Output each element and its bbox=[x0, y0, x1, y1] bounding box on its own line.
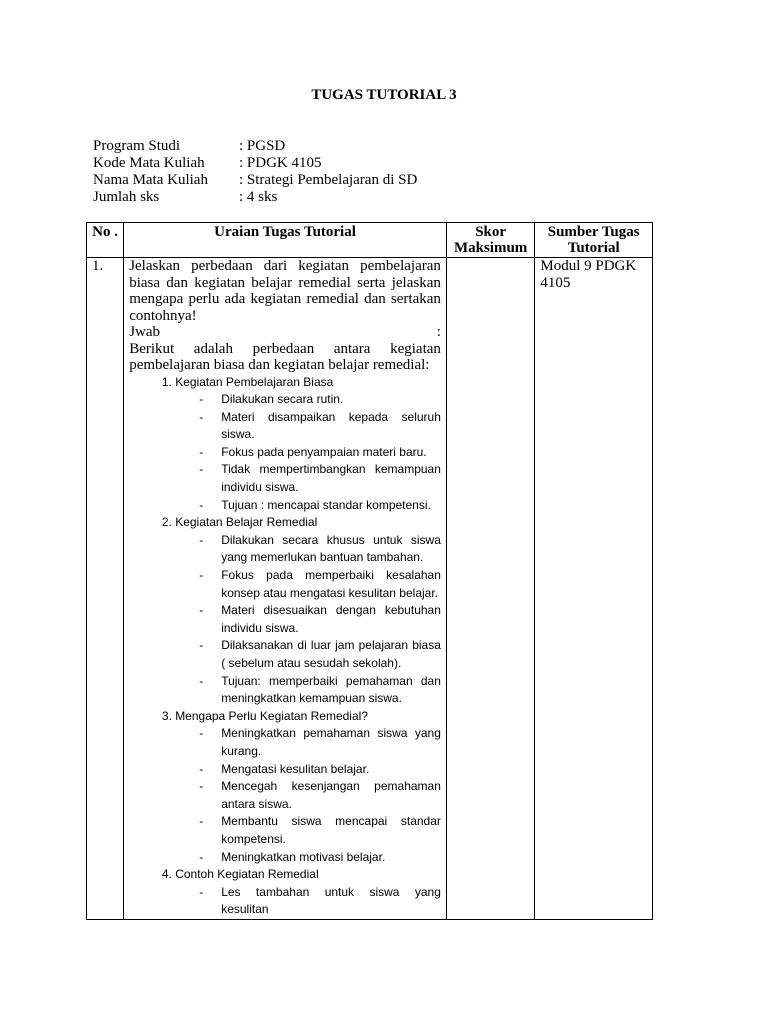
info-row-program-studi bbox=[93, 138, 417, 155]
bullet-item: - Tujuan : mencapai standar kompetensi. bbox=[199, 497, 441, 515]
bullet-item: - Fokus pada penyampaian materi baru. bbox=[199, 444, 441, 462]
answer-label-row bbox=[129, 324, 441, 341]
section-item bbox=[175, 866, 441, 919]
bullet-item: - Materi disampaikan kepada seluruh siswa. bbox=[199, 409, 441, 444]
info-label: Nama Mata Kuliah bbox=[93, 172, 208, 188]
info-row-kode-mata-kuliah bbox=[93, 155, 417, 172]
section-item bbox=[175, 708, 441, 866]
table-header-row bbox=[87, 223, 653, 258]
info-row-jumlah-sks bbox=[93, 189, 417, 206]
section-bullets bbox=[175, 391, 441, 514]
bullet-item: - Tujuan: memperbaiki pemahaman dan meningkatkan kemampuan siswa. bbox=[199, 673, 441, 708]
header-no: No . bbox=[87, 223, 124, 258]
answer-colon: : bbox=[436, 324, 441, 340]
row-number-text: 1. bbox=[92, 258, 104, 274]
answer-intro: Berikut adalah perbedaan antara kegiatan pembelajaran biasa dan kegiatan belajar remedial: bbox=[129, 340, 441, 373]
section-item bbox=[175, 374, 441, 515]
bullet-item: - Fokus pada memperbaiki kesalahan konsep atau mengatasi kesulitan belajar. bbox=[199, 567, 441, 602]
header-sumber: Sumber Tugas Tutorial bbox=[535, 223, 653, 258]
answer-label: Jwab bbox=[129, 324, 161, 340]
bullet-item: - Mencegah kesenjangan pemahaman antara siswa. bbox=[199, 778, 441, 813]
course-info bbox=[93, 138, 417, 206]
bullet-item: - Les tambahan untuk siswa yang kesulitan bbox=[199, 884, 441, 919]
info-value: : PGSD bbox=[239, 138, 286, 154]
info-value: : PDGK 4105 bbox=[239, 155, 322, 171]
skor-cell bbox=[446, 258, 534, 920]
header-uraian: Uraian Tugas Tutorial bbox=[124, 223, 447, 258]
section-item bbox=[175, 514, 441, 708]
info-label: Program Studi bbox=[93, 138, 181, 154]
sumber-cell bbox=[535, 258, 653, 920]
section-heading: Kegiatan Belajar Remedial bbox=[175, 515, 318, 530]
document-title: TUGAS TUTORIAL 3 bbox=[311, 87, 457, 103]
info-value: : Strategi Pembelajaran di SD bbox=[239, 172, 418, 188]
question-text: Jelaskan perbedaan dari kegiatan pembelajaran biasa dan kegiatan belajar remedial serta jelaskan mengapa perlu ada kegiatan remedial dan sertakan contohnya! bbox=[129, 258, 441, 324]
section-bullets bbox=[175, 725, 441, 866]
section-bullets bbox=[175, 884, 441, 919]
section-heading: Kegiatan Pembelajaran Biasa bbox=[175, 374, 334, 389]
bullet-item: - Materi disesuaikan dengan kebutuhan individu siswa. bbox=[199, 602, 441, 637]
bullet-item: - Mengatasi kesulitan belajar. bbox=[199, 761, 441, 779]
bullet-item: - Membantu siswa mencapai standar kompetensi. bbox=[199, 813, 441, 848]
source-text: Modul 9 PDGK 4105 bbox=[540, 258, 637, 291]
bullet-item: - Meningkatkan motivasi belajar. bbox=[199, 849, 441, 867]
section-bullets bbox=[175, 532, 441, 708]
header-skor: Skor Maksimum bbox=[446, 223, 534, 258]
info-row-nama-mata-kuliah bbox=[93, 172, 417, 189]
info-value: : 4 sks bbox=[239, 189, 278, 205]
tutorial-table bbox=[86, 222, 653, 920]
info-label: Kode Mata Kuliah bbox=[93, 155, 205, 171]
uraian-cell bbox=[124, 258, 447, 920]
section-heading: Mengapa Perlu Kegiatan Remedial? bbox=[175, 708, 368, 723]
bullet-item: - Dilaksanakan di luar jam pelajaran biasa ( sebelum atau sesudah sekolah). bbox=[199, 637, 441, 672]
row-number bbox=[87, 258, 124, 920]
bullet-item: - Dilakukan secara rutin. bbox=[199, 391, 441, 409]
bullet-item: - Tidak mempertimbangkan kemampuan individu siswa. bbox=[199, 461, 441, 496]
table-row bbox=[87, 258, 653, 920]
info-label: Jumlah sks bbox=[93, 189, 160, 205]
bullet-item: - Dilakukan secara khusus untuk siswa yang memerlukan bantuan tambahan. bbox=[199, 532, 441, 567]
section-heading: Contoh Kegiatan Remedial bbox=[175, 867, 319, 882]
answer-sections-list bbox=[129, 374, 441, 919]
bullet-item: - Meningkatkan pemahaman siswa yang kurang. bbox=[199, 725, 441, 760]
